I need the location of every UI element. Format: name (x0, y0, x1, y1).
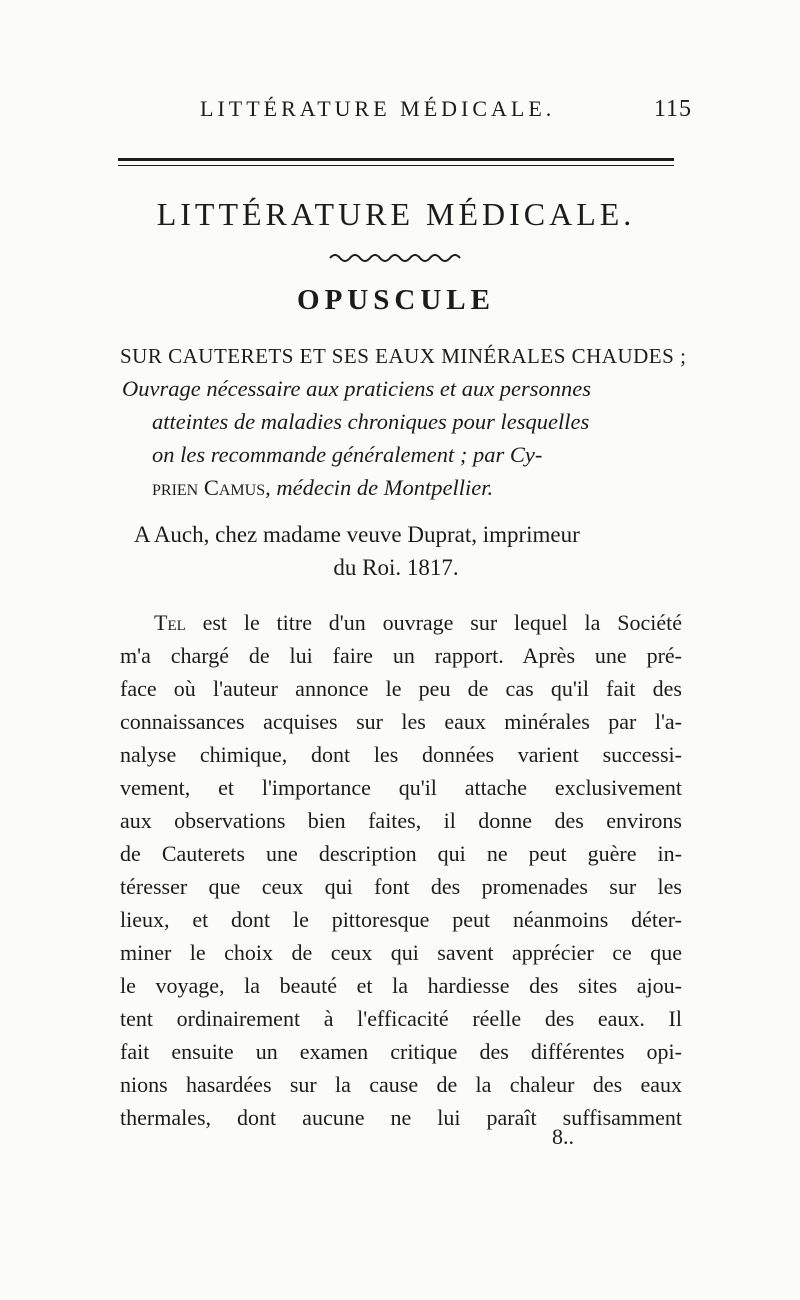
header-rule-thick (118, 158, 674, 161)
subtitle: SUR CAUTERETS ET SES EAUX MINÉRALES CHAUDES ; (120, 344, 687, 368)
imprint-line-1: A Auch, chez madame veuve Duprat, imprimeur (134, 522, 580, 547)
body-line: nalyse chimique, dont les données varient successi- (120, 742, 682, 767)
signature-mark: 8.. (552, 1124, 574, 1149)
body-line: lieux, et dont le pittoresque peut néanmoins déter- (120, 907, 682, 932)
description-line-3: on les recommande généralement ; par Cy- (152, 442, 543, 467)
description-line-4 (152, 471, 682, 504)
body-line: de Cauterets une description qui ne peut guère in- (120, 841, 682, 866)
body-line: aux observations bien faites, il donne des environs (120, 808, 682, 833)
body-line: m'a chargé de lui faire un rapport. Après une pré- (120, 643, 682, 668)
header-rule-thin (118, 165, 674, 166)
body-first-word: Tel (154, 610, 186, 635)
page-number: 115 (653, 96, 692, 122)
description-line-2: atteintes de maladies chroniques pour lesquelles (152, 409, 590, 434)
body-line: miner le choix de ceux qui savent apprécier ce que (120, 940, 682, 965)
section-title: LITTÉRATURE MÉDICALE. (156, 196, 636, 232)
body-line: Tel est le titre d'un ouvrage sur lequel la Société (154, 610, 682, 635)
body-line: le voyage, la beauté et la hardiesse des sites ajou- (120, 973, 682, 998)
body-line: vement, et l'importance qu'il attache exclusivement (120, 775, 682, 800)
body-line: tent ordinairement à l'efficacité réelle des eaux. Il (120, 1006, 682, 1031)
ornament-wave (328, 250, 468, 264)
author-name: prien Camus (152, 475, 266, 500)
body-line: face où l'auteur annonce le peu de cas qu'il fait des (120, 676, 682, 701)
heading-opuscule: OPUSCULE (297, 284, 495, 316)
body-text (120, 606, 682, 1134)
body-line: connaissances acquises sur les eaux minérales par l'a- (120, 709, 682, 734)
body-line: nions hasardées sur la cause de la chaleur des eaux (120, 1072, 682, 1097)
running-head (122, 96, 692, 123)
description-line-1: Ouvrage nécessaire aux praticiens et aux personnes (122, 376, 592, 401)
running-head-title: LITTÉRATURE MÉDICALE. (200, 96, 556, 121)
author-affiliation: , médecin de Montpellier. (265, 475, 494, 500)
body-line: fait ensuite un examen critique des différentes opi- (120, 1039, 682, 1064)
body-line: téresser que ceux qui font des promenades sur les (120, 874, 682, 899)
imprint-line-2: du Roi. 1817. (333, 555, 459, 580)
body-line: thermales, dont aucune ne lui paraît suffisamment (120, 1105, 682, 1130)
